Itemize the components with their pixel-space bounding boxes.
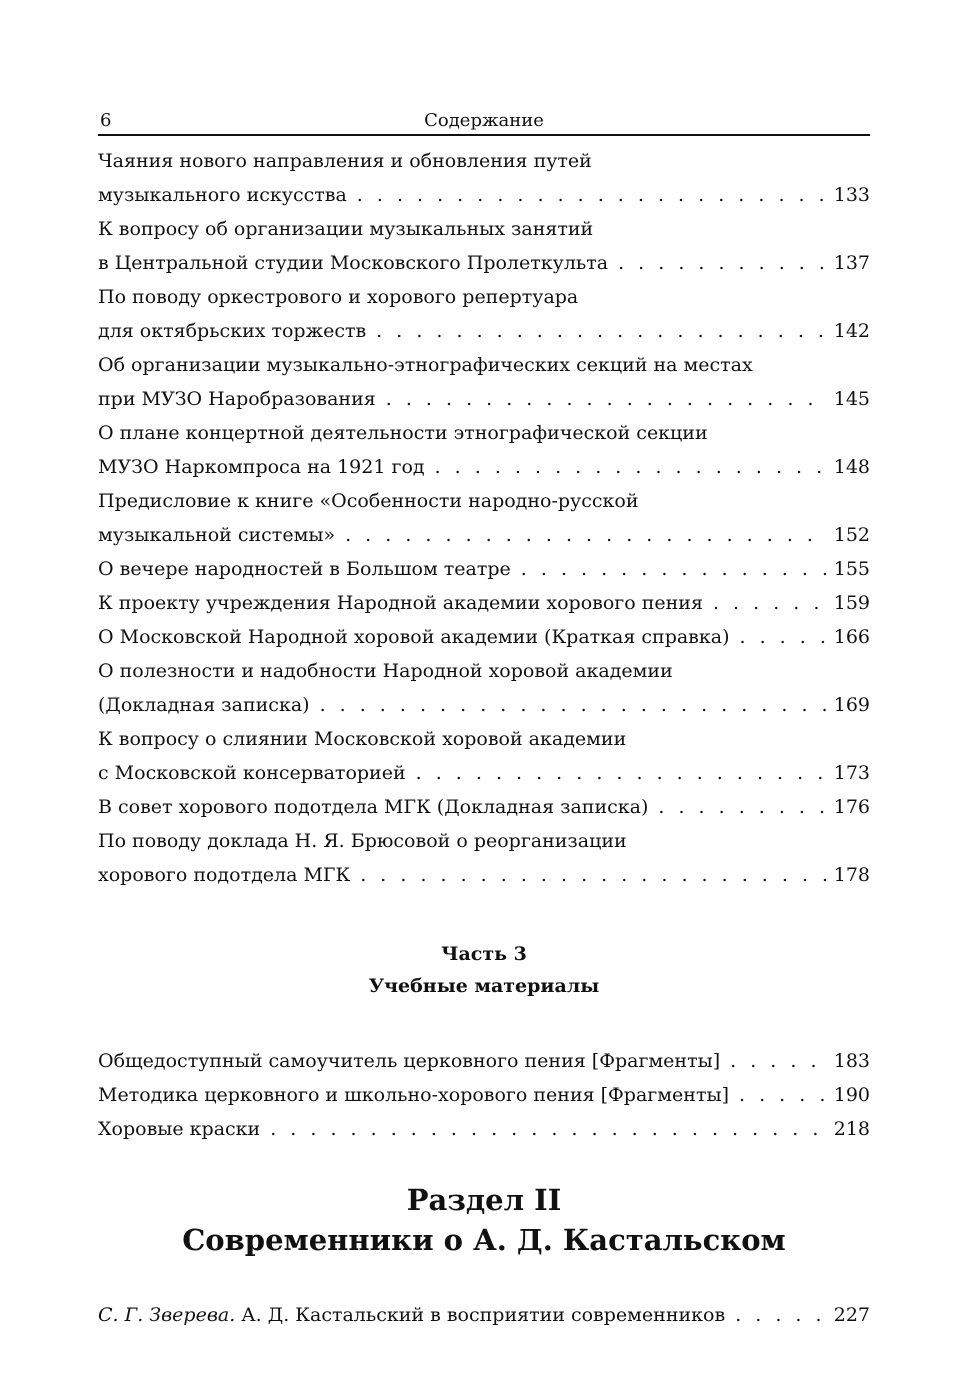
toc-part2-list	[98, 144, 870, 892]
toc-entry[interactable]	[98, 1078, 870, 1112]
toc-entry[interactable]	[98, 178, 870, 212]
toc-entry[interactable]	[98, 858, 870, 892]
toc-entry-title: К проекту учреждения Народной академии хорового пения	[98, 592, 703, 614]
leader-dots	[740, 620, 828, 654]
part-label: Часть 3	[441, 943, 527, 965]
toc-entry-page: 142	[833, 320, 870, 342]
section-label: Раздел II	[406, 1183, 562, 1217]
toc-entry-title: музыкальной системы»	[98, 524, 336, 546]
leader-dots	[735, 1298, 828, 1332]
toc-entry-page: 176	[833, 796, 870, 818]
toc-entry-title: с Московской консерваторией	[98, 762, 406, 784]
toc-entry-title: О Московской Народной хоровой академии (Краткая справка)	[98, 626, 730, 648]
toc-entry[interactable]	[98, 1298, 870, 1332]
toc-entry[interactable]	[98, 314, 870, 348]
toc-entry-page: 173	[833, 762, 870, 784]
toc-entry-page: 183	[833, 1050, 870, 1072]
toc-entry-title: Методика церковного и школьно-хорового пения [Фрагменты]	[98, 1084, 729, 1106]
part-heading	[98, 938, 870, 1002]
toc-entry-title: хорового подотдела МГК	[98, 864, 351, 886]
toc-entry-author: С. Г. Зверева.	[98, 1304, 236, 1326]
toc-entry-line: Предисловие к книге «Особенности народно-русской	[98, 490, 639, 512]
leader-dots	[357, 178, 828, 212]
toc-page	[98, 108, 870, 1332]
toc-entry-line: К вопросу об организации музыкальных занятий	[98, 218, 594, 240]
toc-entry[interactable]	[98, 382, 870, 416]
toc-entry[interactable]	[98, 518, 870, 552]
toc-entry-page: 169	[833, 694, 870, 716]
toc-entry-title: МУЗО Наркомпроса на 1921 год	[98, 456, 425, 478]
toc-entry-line: По поводу оркестрового и хорового репертуара	[98, 286, 579, 308]
toc-entry-line: Чаяния нового направления и обновления путей	[98, 150, 592, 172]
toc-entry[interactable]	[98, 246, 870, 280]
toc-entry-title: для октябрьских торжеств	[98, 320, 367, 342]
toc-entry[interactable]	[98, 620, 870, 654]
toc-entry-title: Общедоступный самоучитель церковного пения [Фрагменты]	[98, 1050, 721, 1072]
toc-entry-page: 218	[833, 1118, 870, 1140]
toc-entry[interactable]	[98, 1112, 870, 1146]
toc-entry[interactable]	[98, 552, 870, 586]
toc-entry-line: К вопросу о слиянии Московской хоровой академии	[98, 728, 627, 750]
toc-entry-title: О вечере народностей в Большом театре	[98, 558, 511, 580]
toc-entry-title: в Центральной студии Московского Пролеткульта	[98, 252, 609, 274]
toc-entry-page: 145	[833, 388, 870, 410]
toc-entry-page: 133	[833, 184, 870, 206]
leader-dots	[320, 688, 828, 722]
toc-entry[interactable]	[98, 756, 870, 790]
toc-entry-title-text: А. Д. Кастальский в восприятии современников	[241, 1304, 726, 1326]
leader-dots	[730, 1044, 828, 1078]
toc-entry-page: 148	[833, 456, 870, 478]
leader-dots	[713, 586, 828, 620]
running-head	[98, 108, 870, 136]
section-title: Современники о А. Д. Кастальском	[182, 1223, 786, 1257]
toc-entry-page: 178	[833, 864, 870, 886]
toc-entry[interactable]	[98, 586, 870, 620]
toc-entry-page: 190	[833, 1084, 870, 1106]
toc-entry-page: 166	[833, 626, 870, 648]
toc-entry-page: 159	[833, 592, 870, 614]
toc-section2-list	[98, 1298, 870, 1332]
toc-entry[interactable]	[98, 790, 870, 824]
leader-dots	[739, 1078, 828, 1112]
leader-dots	[376, 314, 828, 348]
toc-entry-title: при МУЗО Наробразования	[98, 388, 376, 410]
toc-entry-line: Об организации музыкально-этнографических секций на местах	[98, 354, 753, 376]
leader-dots	[270, 1112, 828, 1146]
section-heading	[98, 1180, 870, 1260]
leader-dots	[658, 790, 827, 824]
toc-entry-title	[98, 1298, 725, 1332]
toc-entry-page: 227	[833, 1304, 870, 1326]
toc-entry-line: По поводу доклада Н. Я. Брюсовой о реорганизации	[98, 830, 627, 852]
running-head-title: Содержание	[424, 110, 544, 131]
toc-entry-title: музыкального искусства	[98, 184, 347, 206]
leader-dots	[435, 450, 828, 484]
toc-entry-page: 155	[833, 558, 870, 580]
toc-entry[interactable]	[98, 450, 870, 484]
page-number: 6	[100, 110, 112, 131]
leader-dots	[386, 382, 828, 416]
toc-entry-line: О полезности и надобности Народной хоровой академии	[98, 660, 673, 682]
toc-part3-list	[98, 1044, 870, 1146]
toc-entry-line: О плане концертной деятельности этнографической секции	[98, 422, 708, 444]
toc-entry[interactable]	[98, 1044, 870, 1078]
toc-entry-title: (Докладная записка)	[98, 694, 310, 716]
toc-entry-title: Хоровые краски	[98, 1118, 261, 1140]
toc-entry-page: 137	[833, 252, 870, 274]
toc-entry[interactable]	[98, 688, 870, 722]
toc-entry-page: 152	[833, 524, 870, 546]
leader-dots	[416, 756, 828, 790]
part-title: Учебные материалы	[368, 975, 600, 997]
leader-dots	[618, 246, 828, 280]
leader-dots	[345, 518, 828, 552]
toc-entry-title: В совет хорового подотдела МГК (Докладная записка)	[98, 796, 649, 818]
leader-dots	[360, 858, 828, 892]
leader-dots	[521, 552, 828, 586]
